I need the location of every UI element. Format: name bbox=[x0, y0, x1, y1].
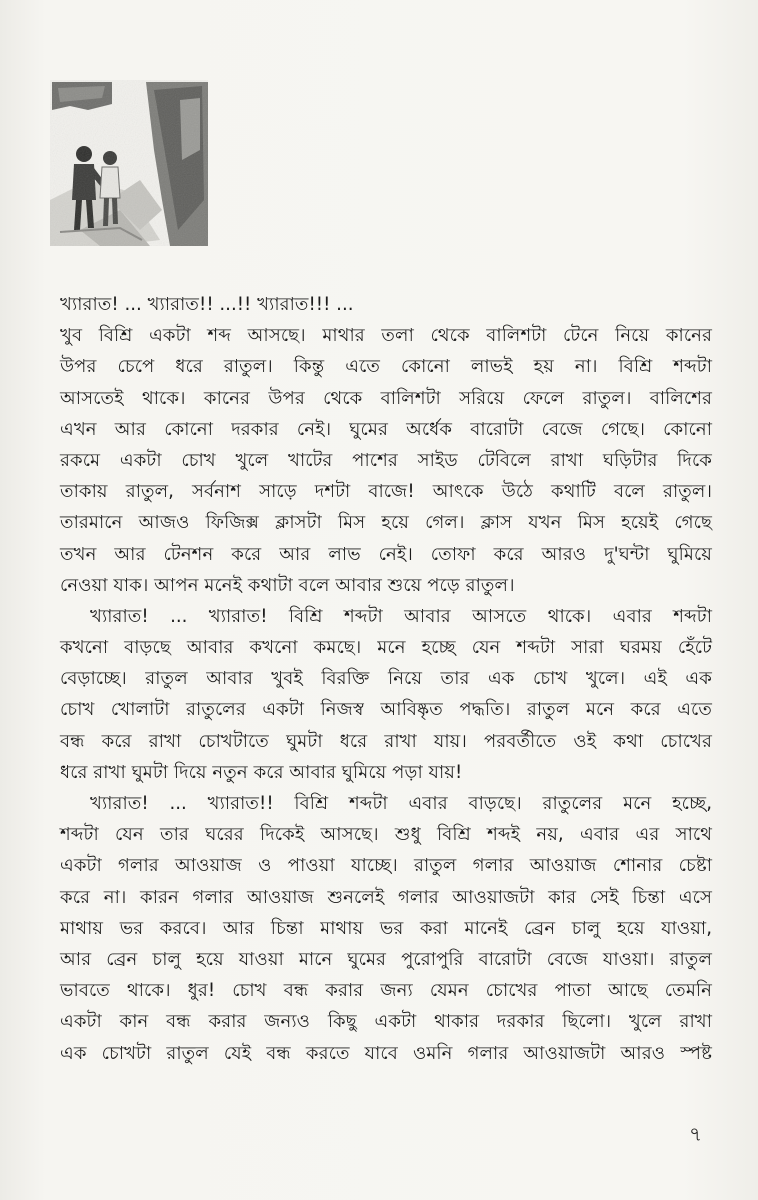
text-line: শব্দটা যেন তার ঘরের দিকেই আসছে। শুধু বিশ্রি শব্দই নয়, এবার এর সাথে bbox=[60, 824, 712, 846]
text-line: কখনো বাড়ছে আবার কখনো কমছে। মনে হচ্ছে যেন শব্দটা সারা ঘরময় হেঁটে bbox=[60, 637, 712, 659]
text-line: একটা কান বন্ধ করার জন্যও কিছু একটা থাকার দরকার ছিলো। খুলে রাখা bbox=[60, 1011, 712, 1033]
text-line: বন্ধ করে রাখা চোখটাতে ঘুমটা ধরে রাখা যায়। পরবর্তীতে ওই কথা চোখের bbox=[60, 730, 712, 752]
text-line: আর ব্রেন চালু হয়ে যাওয়া মানে ঘুমের পুরোপুরি বারোটা বেজে যাওয়া। রাতুল bbox=[60, 948, 712, 970]
text-line: তাকায় রাতুল, সর্বনাশ সাড়ে দশটা বাজে! আৎকে উঠে কথাটি বলে রাতুল। bbox=[60, 481, 712, 503]
text-line: তখন আর টেনশন করে আর লাভ নেই। তোফা করে আরও দু'ঘন্টা ঘুমিয়ে bbox=[60, 543, 712, 565]
body-text bbox=[60, 289, 712, 1069]
text-line: এক চোখটা রাতুল যেই বন্ধ করতে যাবে ওমনি গলার আওয়াজটা আরও স্পষ্ট bbox=[60, 1042, 712, 1064]
text-line: খুব বিশ্রি একটা শব্দ আসছে। মাথার তলা থেকে বালিশটা টেনে নিয়ে কানের bbox=[60, 325, 712, 347]
text-line: নেওয়া যাক। আপন মনেই কথাটা বলে আবার শুয়ে পড়ে রাতুল। bbox=[60, 574, 515, 596]
text-line: এখন আর কোনো দরকার নেই। ঘুমের অর্ধেক বারোটা বেজে গেছে। কোনো bbox=[60, 418, 712, 440]
text-line: খ্যারাত! ... খ্যারাত!! বিশ্রি শব্দটা এবার বাড়ছে। রাতুলের মনে হচ্ছে, bbox=[90, 793, 712, 814]
text-line: বেড়াচ্ছে। রাতুল আবার খুবই বিরক্তি নিয়ে তার এক চোখ খুলে। এই এক bbox=[60, 668, 712, 690]
text-line: মাথায় ভর করবে। আর চিন্তা মাথায় ভর করা মানেই ব্রেন চালু হয়ে যাওয়া, bbox=[60, 917, 712, 939]
children-walking-illustration bbox=[50, 80, 208, 246]
text-line: খ্যারাত! ... খ্যারাত! বিশ্রি শব্দটা আবার আসতে থাকে। এবার শব্দটা bbox=[90, 605, 712, 627]
text-line: চোখ খোলাটা রাতুলের একটা নিজস্ব আবিষ্কৃত পদ্ধতি। রাতুল মনে করে এতে bbox=[60, 699, 712, 721]
text-line: ভাবতে থাকে। ধুর! চোখ বন্ধ করার জন্য যেমন চোখের পাতা আছে তেমনি bbox=[60, 980, 712, 1002]
text-line: ধরে রাখা ঘুমটা দিয়ে নতুন করে আবার ঘুমিয়ে পড়া যায়! bbox=[60, 761, 463, 783]
page-number: ৭ bbox=[688, 1122, 702, 1146]
text-line: একটা গলার আওয়াজ ও পাওয়া যাচ্ছে। রাতুল গলার আওয়াজ শোনার চেষ্টা bbox=[60, 855, 712, 877]
text-line: খ্যারাত! ... খ্যারাত!! ...!! খ্যারাত!!! ... bbox=[60, 294, 354, 315]
text-line: উপর চেপে ধরে রাতুল। কিন্তু এতে কোনো লাভই হয় না। বিশ্রি শব্দটা bbox=[60, 356, 712, 378]
text-line: তারমানে আজও ফিজিক্স ক্লাসটা মিস হয়ে গেল। ক্লাস যখন মিস হয়েই গেছে bbox=[60, 512, 712, 534]
text-line: রকমে একটা চোখ খুলে খাটের পাশের সাইড টেবিলে রাখা ঘড়িটার দিকে bbox=[60, 449, 712, 471]
show-through-texture bbox=[200, 58, 720, 298]
text-line: করে না। কারন গলার আওয়াজ শুনলেই গলার আওয়াজটা কার সেই চিন্তা এসে bbox=[60, 886, 712, 908]
text-line: আসতেই থাকে। কানের উপর থেকে বালিশটা সরিয়ে ফেলে রাতুল। বালিশের bbox=[60, 387, 712, 409]
